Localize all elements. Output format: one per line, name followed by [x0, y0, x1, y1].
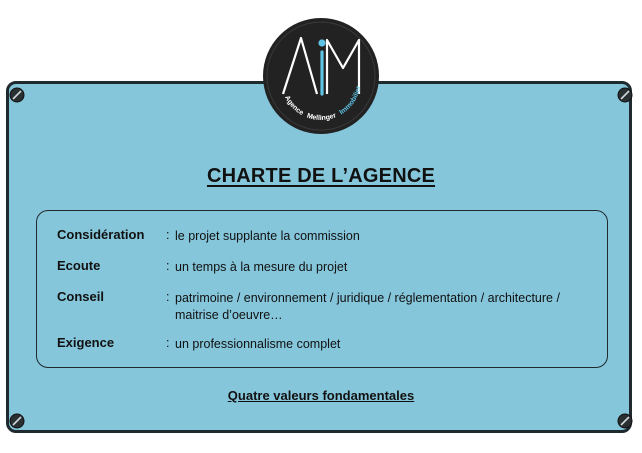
value-separator: : [166, 259, 170, 273]
value-separator: : [166, 228, 170, 242]
screw-icon [617, 87, 633, 103]
value-separator: : [166, 290, 170, 304]
logo-text-agence: Agence [282, 94, 305, 117]
value-term: Exigence [57, 335, 115, 350]
value-description: patrimoine / environnement / juridique / réglementation / architecture / maitrise d’oeuvre… [175, 291, 560, 322]
page-title: CHARTE DE L’AGENCE [206, 165, 436, 187]
screw-icon [9, 87, 25, 103]
value-term: Ecoute [57, 258, 101, 273]
screw-icon [617, 413, 633, 429]
screw-icon [9, 413, 25, 429]
logo-text-mellinger: Mellinger [305, 112, 338, 123]
agency-logo [261, 16, 381, 136]
value-separator: : [166, 336, 170, 350]
value-term: Considération [57, 227, 145, 242]
logo-text-immobilier: Immobilier [338, 85, 363, 117]
footer-caption: Quatre valeurs fondamentales [227, 388, 415, 403]
value-description: le projet supplante la commission [175, 229, 360, 243]
value-term: Conseil [57, 289, 104, 304]
value-description: un temps à la mesure du projet [175, 260, 348, 274]
value-description: un professionnalisme complet [175, 337, 341, 351]
